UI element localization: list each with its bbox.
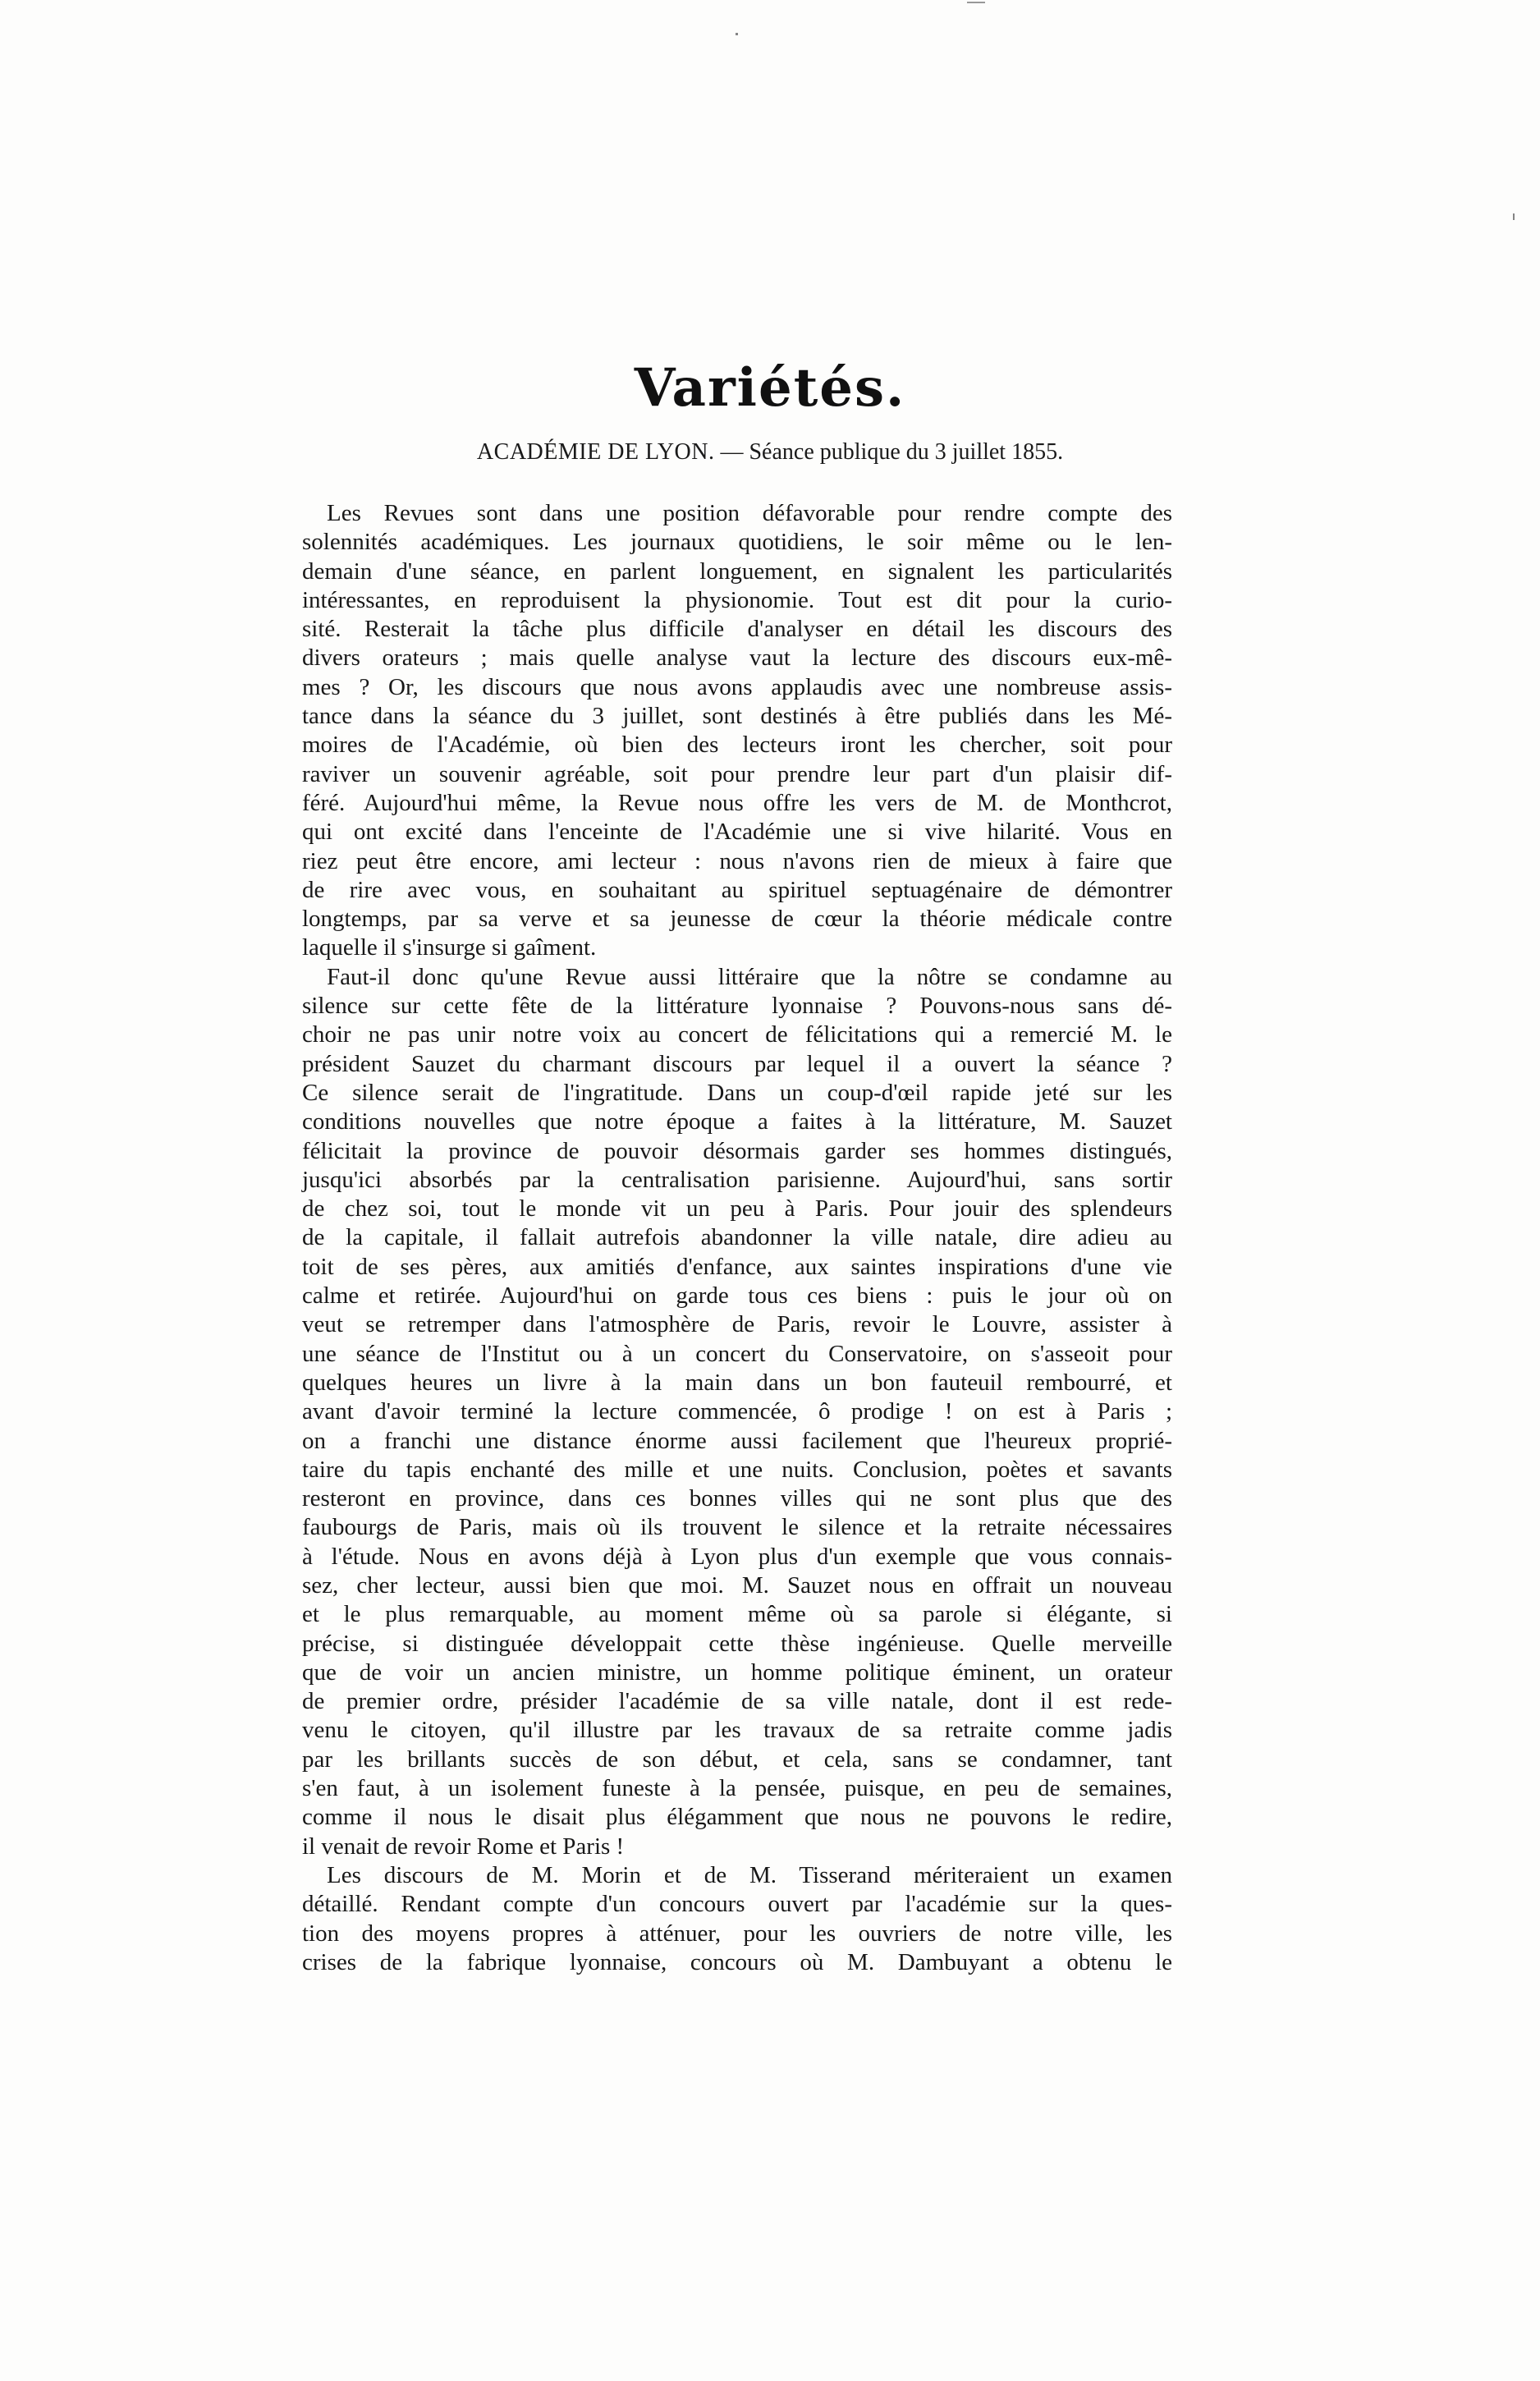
text-line: Faut-il donc qu'une Revue aussi littéraire que la nôtre se condamne au [327,963,1172,990]
text-line: longtemps, par sa verve et sa jeunesse de cœur la théorie médicale contre [302,906,1172,933]
text-line: félicitait la province de pouvoir désormais garder ses hommes distingués, [302,1137,1172,1164]
text-line: silence sur cette fête de la littérature lyonnaise ? Pouvons-nous sans dé- [302,993,1172,1020]
text-line: riez peut être encore, ami lecteur : nous n'avons rien de mieux à faire que [302,847,1172,874]
text-line: taire du tapis enchanté des mille et une nuits. Conclusion, poètes et savants [302,1456,1172,1483]
text-line: tance dans la séance du 3 juillet, sont destinés à être publiés dans les Mé- [302,703,1172,730]
text-line: par les brillants succès de son début, et cela, sans se condamner, tant [302,1746,1172,1773]
text-line: que de voir un ancien ministre, un homme politique éminent, un orateur [302,1658,1172,1686]
text-line: de chez soi, tout le monde vit un peu à Paris. Pour jouir des splendeurs [302,1195,1172,1223]
text-line: mes ? Or, les discours que nous avons applaudis avec une nombreuse assis- [302,673,1172,700]
text-line: et le plus remarquable, au moment même où sa parole si élégante, si [302,1601,1172,1628]
scan-mark-dot [736,33,738,35]
scan-mark-dot [1513,213,1515,220]
text-line: crises de la fabrique lyonnaise, concours où M. Dambuyant a obtenu le [302,1948,1172,1975]
text-line: choir ne pas unir notre voix au concert de félicitations qui a remercié M. le [302,1021,1172,1048]
text-line: toit de ses pères, aux amitiés d'enfance, aux saintes inspirations d'une vie [302,1253,1172,1280]
text-line: avant d'avoir terminé la lecture commencée, ô prodige ! on est à Paris ; [302,1398,1172,1425]
scan-mark-top [967,2,985,3]
text-line: conditions nouvelles que notre époque a faites à la littérature, M. Sauzet [302,1108,1172,1135]
text-line: faubourgs de Paris, mais où ils trouvent le silence et la retraite nécessaires [302,1514,1172,1541]
text-line: qui ont excité dans l'enceinte de l'Académie une si vive hilarité. Vous en [302,819,1172,846]
text-line: une séance de l'Institut ou à un concert du Conservatoire, on s'asseoit pour [302,1340,1172,1367]
text-line: intéressantes, en reproduisent la physionomie. Tout est dit pour la curio- [302,586,1172,613]
text-line: s'en faut, à un isolement funeste à la pensée, puisque, en peu de semaines, [302,1775,1172,1802]
text-line: calme et retirée. Aujourd'hui on garde tous ces biens : puis le jour où on [302,1282,1172,1310]
text-line: moires de l'Académie, où bien des lecteurs iront les chercher, soit pour [302,732,1172,759]
text-line: de rire avec vous, en souhaitant au spirituel septuagénaire de démontrer [302,876,1172,903]
text-line: divers orateurs ; mais quelle analyse vaut la lecture des discours eux-mê- [302,645,1172,672]
text-line: féré. Aujourd'hui même, la Revue nous offre les vers de M. de Monthcrot, [302,789,1172,816]
text-line: Les Revues sont dans une position défavorable pour rendre compte des [327,500,1172,526]
session-info: — Séance publique du 3 juillet 1855. [714,439,1064,465]
text-line: on a franchi une distance énorme aussi facilement que l'heureux proprié- [302,1427,1172,1454]
text-line: il venait de revoir Rome et Paris ! [302,1833,625,1860]
text-line: quelques heures un livre à la main dans un bon fauteuil rembourré, et [302,1369,1172,1396]
text-line: sez, cher lecteur, aussi bien que moi. M. Sauzet nous en offrait un nouveau [302,1571,1172,1599]
text-line: sité. Resterait la tâche plus difficile d'analyser en détail les discours des [302,616,1172,643]
text-line: de la capitale, il fallait autrefois abandonner la ville natale, dire adieu au [302,1224,1172,1251]
academy-name: ACADÉMIE DE LYON. [476,439,715,465]
text-line: Ce silence serait de l'ingratitude. Dans un coup-d'œil rapide jeté sur les [302,1079,1172,1106]
text-line: solennités académiques. Les journaux quotidiens, le soir même ou le len- [302,529,1172,556]
text-line: de premier ordre, présider l'académie de sa ville natale, dont il est rede- [302,1688,1172,1715]
text-line: jusqu'ici absorbés par la centralisation parisienne. Aujourd'hui, sans sortir [302,1166,1172,1193]
text-line: laquelle il s'insurge si gaîment. [302,934,597,961]
text-line: précise, si distinguée développait cette thèse ingénieuse. Quelle merveille [302,1630,1172,1657]
text-line: demain d'une séance, en parlent longuement, en signalent les particularités [302,557,1172,585]
article-body [302,499,1172,1977]
text-line: venu le citoyen, qu'il illustre par les travaux de sa retraite comme jadis [302,1717,1172,1744]
text-line: président Sauzet du charmant discours par lequel il a ouvert la séance ? [302,1050,1172,1077]
text-line: comme il nous le disait plus élégamment que nous ne pouvons le redire, [302,1804,1172,1831]
text-line: à l'étude. Nous en avons déjà à Lyon plus d'un exemple que vous connais- [302,1543,1172,1570]
text-line: veut se retremper dans l'atmosphère de Paris, revoir le Louvre, assister à [302,1311,1172,1338]
text-line: détaillé. Rendant compte d'un concours ouvert par l'académie sur la ques- [302,1891,1172,1918]
article-subtitle [0,439,1540,466]
page-title: Variétés. [634,357,906,419]
text-line: Les discours de M. Morin et de M. Tisserand mériteraient un examen [327,1861,1172,1888]
text-line: raviver un souvenir agréable, soit pour prendre leur part d'un plaisir dif- [302,760,1172,787]
text-line: resteront en province, dans ces bonnes villes qui ne sont plus que des [302,1485,1172,1512]
text-line: tion des moyens propres à atténuer, pour les ouvriers de notre ville, les [302,1920,1172,1947]
